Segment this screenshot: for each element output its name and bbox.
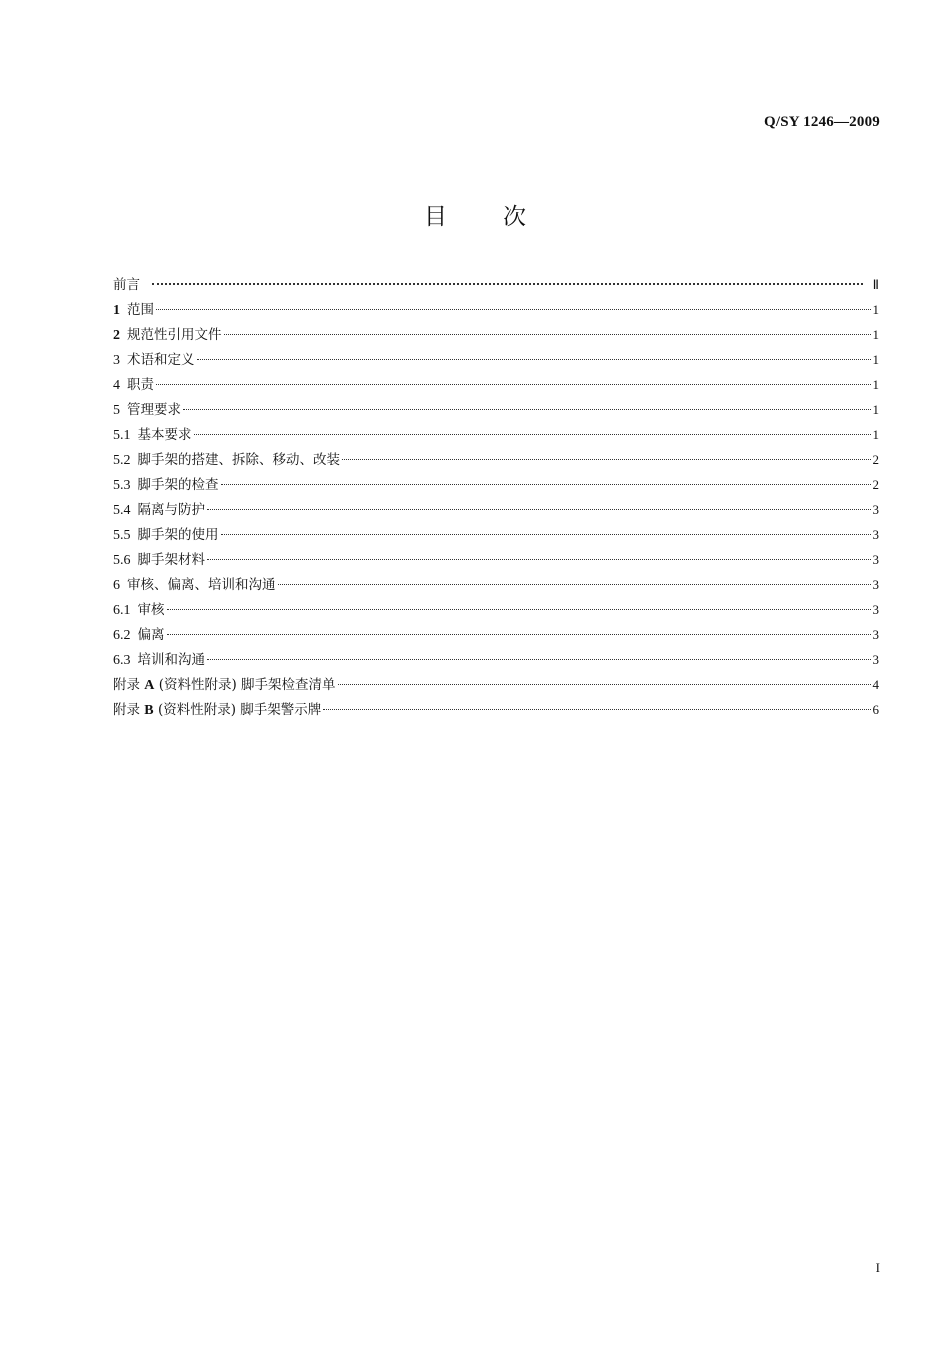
- dot-leader: [167, 633, 871, 635]
- toc-entry-2[interactable]: [113, 322, 879, 347]
- dot-leader: [342, 458, 871, 460]
- toc-entry-1[interactable]: [113, 297, 879, 322]
- toc-entry-5-4[interactable]: [113, 497, 879, 522]
- toc-entry-label: 职责: [127, 377, 154, 393]
- toc-entry-page: 3: [872, 652, 879, 667]
- toc-entry-label: 审核、偏离、培训和沟通: [127, 577, 276, 593]
- toc-entry-label: 范围: [127, 302, 154, 318]
- appendix-prefix: 附录: [113, 677, 140, 693]
- toc-entry-6[interactable]: [113, 572, 879, 597]
- toc-entry-label: 偏离: [137, 627, 165, 643]
- dot-leader: [207, 508, 871, 510]
- toc-entry-label: 前言: [113, 277, 140, 293]
- dot-leader: [167, 608, 871, 610]
- toc-entry-label: 术语和定义: [127, 352, 195, 368]
- toc-title: [0, 198, 950, 231]
- dot-leader: [156, 308, 871, 310]
- toc-entry-label: [113, 698, 321, 723]
- toc-entry-5-2[interactable]: [113, 447, 879, 472]
- dot-leader: [194, 433, 871, 435]
- toc-entry-number: 6.2: [113, 628, 131, 643]
- toc-entry-number: 6.1: [113, 603, 131, 618]
- toc-entry-number: 5: [113, 403, 120, 418]
- toc-entry-5[interactable]: [113, 397, 879, 422]
- toc-entry-number: 5.1: [113, 428, 131, 443]
- toc-entry-label: 脚手架材料: [137, 552, 205, 568]
- toc-entry-number: 6: [113, 578, 120, 593]
- toc-entry-3[interactable]: [113, 347, 879, 372]
- document-code: Q/SY 1246—2009: [763, 114, 880, 130]
- toc-entry-number: 5.5: [113, 528, 131, 543]
- toc-entry-number: 3: [113, 353, 120, 368]
- dot-leader: [197, 358, 871, 360]
- appendix-prefix: 附录: [113, 702, 140, 718]
- dot-leader: [207, 658, 871, 660]
- toc-entry-label: 基本要求: [137, 427, 192, 443]
- dot-leader: [278, 583, 871, 585]
- toc-entry-page: 3: [872, 502, 879, 517]
- dot-leader: [323, 708, 870, 710]
- page-number: I: [875, 1260, 880, 1275]
- toc-entry-label: 脚手架的搭建、拆除、移动、改装: [137, 452, 340, 468]
- toc-entry-page: 1: [872, 302, 879, 317]
- toc-entry-page: 1: [872, 377, 879, 392]
- toc-entry-page: 4: [872, 677, 879, 692]
- toc-entry-page: Ⅱ: [872, 277, 879, 292]
- toc-entry-5-6[interactable]: [113, 547, 879, 572]
- toc-entry-label: 管理要求: [127, 402, 181, 418]
- toc-entry-page: 1: [872, 427, 879, 442]
- toc-entry-page: 3: [872, 627, 879, 642]
- toc-entry-number: 5.6: [113, 553, 131, 568]
- toc-title-char-2: 次: [503, 204, 526, 230]
- toc-entry-number: 5.3: [113, 478, 131, 493]
- toc-entry-label: [113, 673, 336, 698]
- toc-entry-page: 1: [872, 402, 879, 417]
- appendix-letter: A: [144, 678, 155, 693]
- toc-entry-4[interactable]: [113, 372, 879, 397]
- dot-leader: [152, 282, 863, 285]
- toc-entry-page: 3: [872, 552, 879, 567]
- dot-leader: [221, 533, 871, 535]
- dot-leader: [156, 383, 871, 385]
- toc-entry-5-1[interactable]: [113, 422, 879, 447]
- toc-entry-page: 2: [872, 477, 879, 492]
- toc-entry-6-2[interactable]: [113, 622, 879, 647]
- toc-entry-page: 2: [872, 452, 879, 467]
- toc-entry-page: 6: [872, 702, 879, 717]
- toc-entry-page: 3: [872, 527, 879, 542]
- toc-entry-6-1[interactable]: [113, 597, 879, 622]
- toc-entry-page: 1: [872, 327, 879, 342]
- toc-entry-number: 1: [113, 303, 120, 318]
- dot-leader: [224, 333, 871, 335]
- toc-entry-label: 培训和沟通: [137, 652, 205, 668]
- appendix-letter: B: [144, 703, 154, 718]
- toc-entry-number: 2: [113, 328, 120, 343]
- toc-entry-number: 5.4: [113, 503, 131, 518]
- dot-leader: [221, 483, 871, 485]
- toc-entry-label: 审核: [137, 602, 165, 618]
- toc-entry-6-3[interactable]: [113, 647, 879, 672]
- toc-entry-number: 4: [113, 378, 120, 393]
- appendix-title: (资料性附录) 脚手架警示牌: [157, 702, 322, 718]
- toc-title-char-1: 目: [424, 204, 447, 230]
- toc-entry-page: 3: [872, 577, 879, 592]
- toc-entry-page: 3: [872, 602, 879, 617]
- toc-entry-appendix-a[interactable]: [113, 672, 879, 697]
- dot-leader: [207, 558, 871, 560]
- toc-entry-number: 6.3: [113, 653, 131, 668]
- table-of-contents: [113, 272, 879, 722]
- dot-leader: [338, 683, 871, 685]
- toc-entry-foreword[interactable]: [113, 272, 879, 297]
- toc-entry-label: 隔离与防护: [137, 502, 205, 518]
- appendix-title: (资料性附录) 脚手架检查清单: [158, 677, 336, 693]
- toc-entry-5-5[interactable]: [113, 522, 879, 547]
- toc-entry-page: 1: [872, 352, 879, 367]
- toc-entry-number: 5.2: [113, 453, 131, 468]
- toc-entry-label: 脚手架的使用: [137, 527, 219, 543]
- toc-entry-appendix-b[interactable]: [113, 697, 879, 722]
- toc-entry-label: 规范性引用文件: [127, 327, 222, 343]
- dot-leader: [183, 408, 871, 410]
- toc-entry-label: 脚手架的检查: [137, 477, 219, 493]
- toc-entry-5-3[interactable]: [113, 472, 879, 497]
